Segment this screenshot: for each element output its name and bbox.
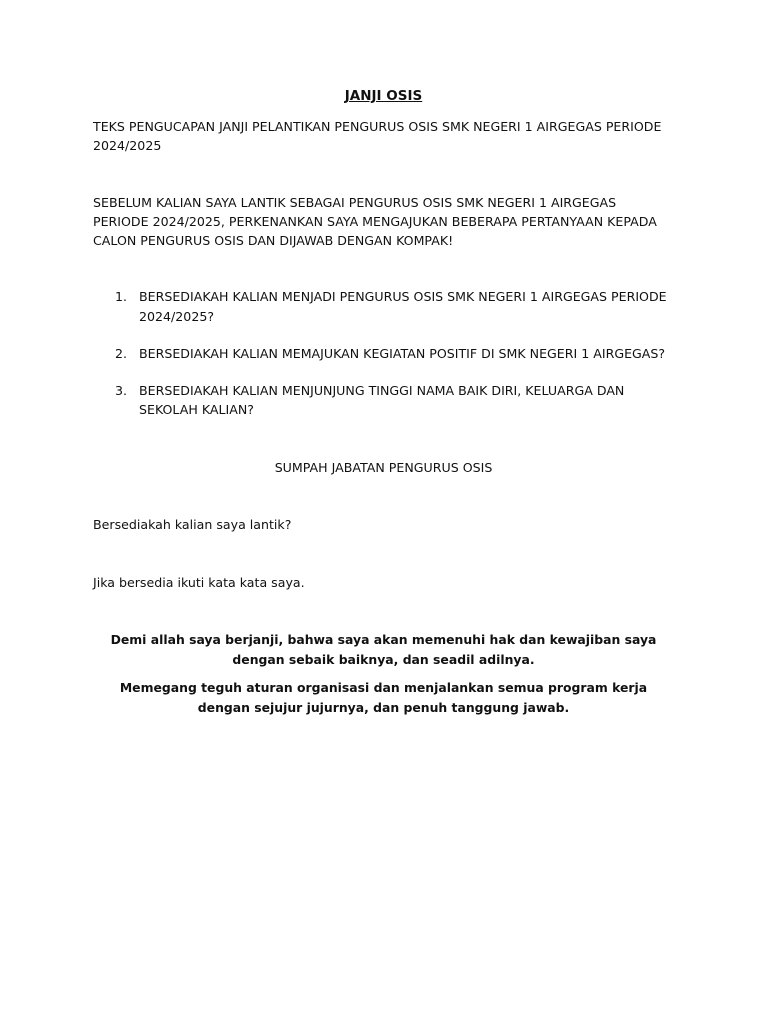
question-number: 1. bbox=[115, 289, 128, 304]
question-text: BERSEDIAKAH KALIAN MENJADI PENGURUS OSIS SMK NEGERI 1 AIRGEGAS PERIODE 2024/2025? bbox=[139, 289, 667, 324]
question-item bbox=[93, 344, 675, 364]
oath-line: Memegang teguh aturan organisasi dan menjalankan semua program kerja dengan sejujur jujurnya, dan penuh tanggung jawab. bbox=[119, 680, 648, 715]
intro-paragraph: TEKS PENGUCAPAN JANJI PELANTIKAN PENGURUS OSIS SMK NEGERI 1 AIRGEGAS PERIODE 2024/2025 bbox=[93, 119, 662, 153]
question-number: 3. bbox=[115, 382, 128, 398]
oath-line: Demi allah saya berjanji, bahwa saya akan memenuhi hak dan kewajiban saya dengan sebaik baiknya, dan seadil adilnya. bbox=[110, 632, 657, 667]
document-title: JANJI OSIS bbox=[344, 88, 423, 104]
follow-instruction: Jika bersedia ikuti kata kata saya. bbox=[93, 575, 305, 590]
question-list bbox=[93, 287, 675, 437]
question-item bbox=[93, 287, 675, 326]
question-text: BERSEDIAKAH KALIAN MENJUNJUNG TINGGI NAMA BAIK DIRI, KELUARGA DAN SEKOLAH KALIAN? bbox=[139, 382, 625, 417]
preface-paragraph: SEBELUM KALIAN SAYA LANTIK SEBAGAI PENGURUS OSIS SMK NEGERI 1 AIRGEGAS PERIODE 2024/2025, PERKENANKAN SAYA MENGAJUKAN BEBERAPA PERTANYAAN KEPADA CALON PENGURUS OSIS DAN DIJAWAB DENGAN KOMPAK! bbox=[93, 195, 657, 248]
oath-heading: SUMPAH JABATAN PENGURUS OSIS bbox=[274, 460, 493, 475]
question-text: BERSEDIAKAH KALIAN MEMAJUKAN KEGIATAN POSITIF DI SMK NEGERI 1 AIRGEGAS? bbox=[139, 345, 666, 361]
ready-question: Bersediakah kalian saya lantik? bbox=[93, 517, 292, 532]
question-item bbox=[93, 381, 675, 420]
question-number: 2. bbox=[115, 345, 128, 361]
